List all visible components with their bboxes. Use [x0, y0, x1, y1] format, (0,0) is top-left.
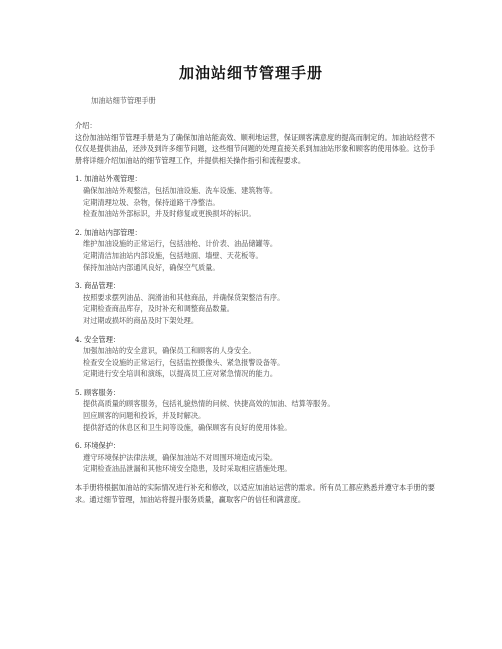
section-item: 遵守环境保护法律法规，确保加油站不对周围环境造成污染。: [83, 452, 278, 462]
section-item: 按照要求摆列油品、润滑油和其他商品，并确保货架整洁有序。: [83, 292, 285, 302]
section-heading: 4. 安全管理：: [75, 334, 121, 344]
section-item: 定期检查商品库存，及时补充和调整商品数量。: [83, 304, 234, 314]
section-item: 定期进行安全培训和演练，以提高员工应对紧急情况的能力。: [83, 369, 278, 379]
section-item: 保持加油站内部通风良好，确保空气质量。: [83, 262, 220, 272]
section-item: 提供舒适的休息区和卫生间等设施，确保顾客有良好的使用体验。: [83, 422, 292, 432]
section-heading: 6. 环境保护：: [75, 441, 121, 451]
intro-label: 介绍：: [75, 121, 97, 130]
section-item: 检查加油站外部标识，并及时修复或更换损坏的标识。: [83, 209, 256, 219]
section-environment: [75, 440, 435, 475]
section-safety: [75, 334, 435, 380]
section-interior: [75, 227, 435, 273]
section-exterior: [75, 173, 435, 219]
section-item: 提供高质量的顾客服务，包括礼貌热情的问候、快捷高效的加油、结算等服务。: [83, 399, 335, 409]
section-item: 对过期或损坏的商品及时下架处理。: [83, 315, 199, 325]
intro-paragraph: 这份加油站细节管理手册是为了确保加油站能高效、顺利地运营，保证顾客满意度的提高而制定的。加油站经营不仅仅是提供油品，还涉及到许多细节问题，这些细节问题的处理直接关系到加油站形象和顾客的使用体验。这份手册将详细介绍加油站的细节管理工作，并提供相关操作指引和流程要求。: [75, 132, 435, 165]
section-customer-service: [75, 387, 435, 433]
closing-paragraph: 本手册将根据加油站的实际情况进行补充和修改，以适应加油站运营的需求。所有员工都应熟悉并遵守本手册的要求。通过细节管理，加油站将提升服务质量，赢取客户的信任和满意度。: [75, 483, 435, 504]
section-item: 定期清洁加油站内部设施，包括地面、墙壁、天花板等。: [83, 250, 263, 260]
section-item: 回应顾客的问题和投诉，并及时解决。: [83, 411, 206, 421]
section-heading: 1. 加油站外观管理：: [75, 174, 142, 184]
section-item: 定期清理垃圾、杂物，保持道路干净整洁。: [83, 197, 220, 207]
section-item: 检查安全设施的正常运行，包括监控摄像头、紧急报警设备等。: [83, 357, 285, 367]
section-heading: 5. 顾客服务：: [75, 387, 121, 397]
document-body: [75, 120, 435, 505]
section-heading: 3. 商品管理：: [75, 281, 121, 291]
section-item: 定期检查油品泄漏和其他环境安全隐患，及时采取相应措施处理。: [83, 464, 292, 474]
document-subtitle: 加油站细节管理手册: [91, 96, 156, 105]
section-item: 确保加油站外观整洁，包括加油设施、洗车设施、建筑物等。: [83, 185, 278, 195]
section-item: 加强加油站的安全意识，确保员工和顾客的人身安全。: [83, 346, 256, 356]
section-heading: 2. 加油站内部管理：: [75, 227, 142, 237]
section-item: 维护加油设施的正常运行，包括油枪、计价表、油品储罐等。: [83, 239, 278, 249]
section-goods: [75, 280, 435, 326]
document-title: 加油站细节管理手册: [178, 64, 323, 82]
